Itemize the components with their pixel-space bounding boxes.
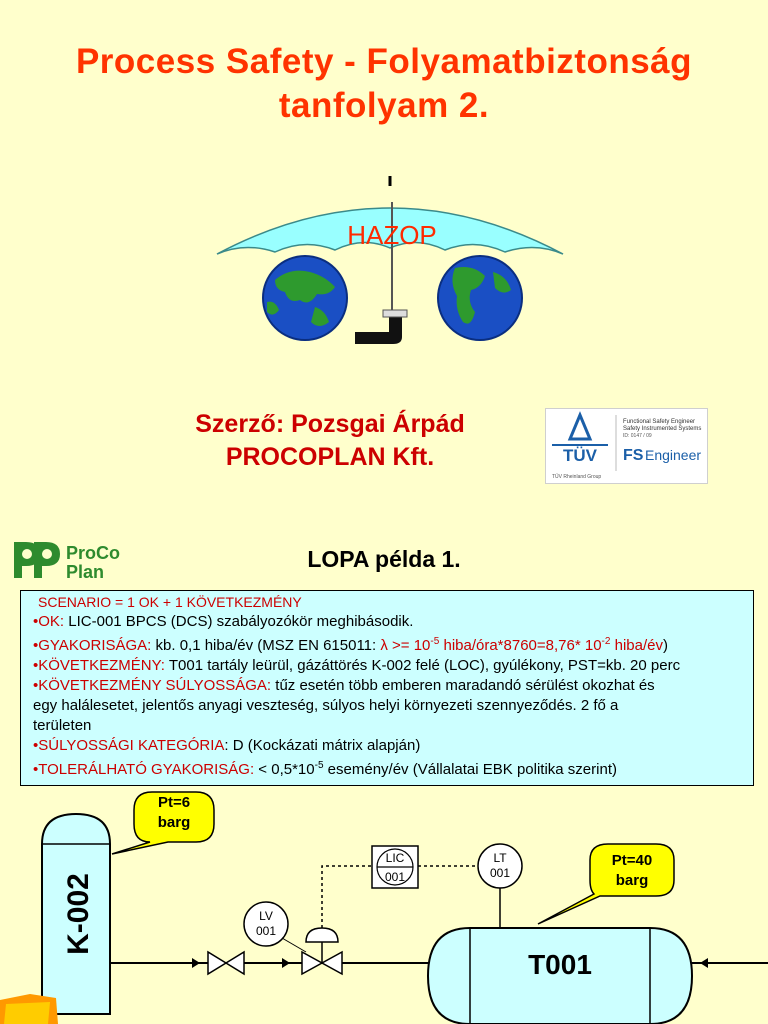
lt-001-instrument: [478, 844, 522, 928]
scenario-category: •SÚLYOSSÁGI KATEGÓRIA: D (Kockázati mátrix alapján): [33, 737, 421, 754]
scenario-consequence: •KÖVETKEZMÉNY: T001 tartály leürül, gázáttörés K-002 felé (LOC), gyúlékony, PST=kb. 20 perc: [33, 657, 681, 674]
author-line-2: PROCOPLAN Kft.: [225, 443, 435, 471]
vessel-t001: [428, 928, 692, 1024]
callout-t001-line-1: Pt=40: [611, 852, 653, 869]
vessel-k002: [42, 814, 110, 1014]
hazop-umbrella-illustration: [205, 172, 575, 352]
scenario-tolerable: •TOLERÁLHATÓ GYAKORISÁG: < $0,5*10^{-5}$ esemény/év (Vállalatai EBK politika szerint): [33, 760, 617, 778]
callout-t001-line-2: barg: [615, 872, 649, 889]
lic-line-1: LIC: [385, 851, 405, 865]
engineer-text: Engineer: [645, 447, 702, 463]
globe-right-icon: [438, 256, 522, 340]
badge-small-line-3: ID: 0147 / 09: [623, 433, 652, 439]
t001-label: T001: [528, 949, 592, 980]
globe-left-icon: [263, 256, 347, 340]
scenario-box: [20, 590, 754, 786]
hazop-label: HAZOP: [347, 220, 437, 250]
lic-001-instrument: [372, 846, 418, 888]
author-line-1: Szerző: Pozsgai Árpád: [195, 410, 465, 438]
lt-line-1: LT: [493, 851, 507, 865]
gate-valve-icon: [208, 952, 244, 974]
author-block: [120, 408, 540, 474]
logo-line-1: ProCo: [66, 543, 120, 563]
callout-k002-line-1: Pt=6: [157, 794, 191, 811]
scenario-header: SCENARIO = 1 OK + 1 KÖVETKEZMÉNY: [38, 594, 302, 610]
callout-k002: [112, 792, 214, 854]
lv-line-1: LV: [259, 909, 273, 923]
logo-line-2: Plan: [66, 562, 105, 582]
fs-text: FS: [623, 447, 644, 464]
tuv-text: TÜV: [563, 446, 597, 465]
badge-small-line-1: Functional Safety Engineer: [623, 419, 696, 425]
lt-line-2: 001: [489, 866, 511, 880]
control-valve-lv001-icon: [302, 928, 342, 974]
k002-label: K-002: [62, 873, 95, 955]
scenario-ok: •OK: LIC-001 BPCS (DCS) szabályozókör meghibásodik.: [33, 613, 414, 630]
tuv-fs-engineer-badge: [545, 408, 708, 484]
pid-diagram: [0, 784, 768, 1024]
lic-line-2: 001: [384, 870, 406, 884]
lv-001-bubble: [244, 902, 306, 952]
section-title: LOPA példa 1.: [307, 546, 461, 572]
scenario-frequency: •GYAKORISÁGA: kb. 0,1 hiba/év (MSZ EN 615011: $\lambda >= 10^{-5}$ hiba/óra*8760=8,76* $10^{-2}$ hiba/év): [33, 636, 668, 654]
tuv-logo: [546, 409, 707, 483]
corner-decoration-icon: [0, 994, 58, 1024]
page-title: [0, 40, 768, 128]
scenario-severity: •KÖVETKEZMÉNY SÚLYOSSÁGA: tűz esetén több emberen maradandó sérülést okozhat és egy halálesetet, jelentős anyagi veszteség, súlyos helyi környezeti szennyeződés. 2 fő a területen: [33, 677, 655, 734]
callout-t001: [538, 844, 674, 924]
callout-k002-line-2: barg: [157, 814, 191, 831]
title-line-1: Process Safety - Folyamatbiztonság: [75, 42, 693, 81]
title-line-2: tanfolyam 2.: [278, 86, 490, 125]
umbrella-handle: [355, 317, 402, 344]
tuv-group-text: TÜV Rheinland Group: [552, 474, 602, 480]
lv-line-2: 001: [255, 924, 277, 938]
signal-line-lic: [322, 866, 372, 928]
badge-small-line-2: Safety Instrumented Systems: [623, 426, 702, 432]
